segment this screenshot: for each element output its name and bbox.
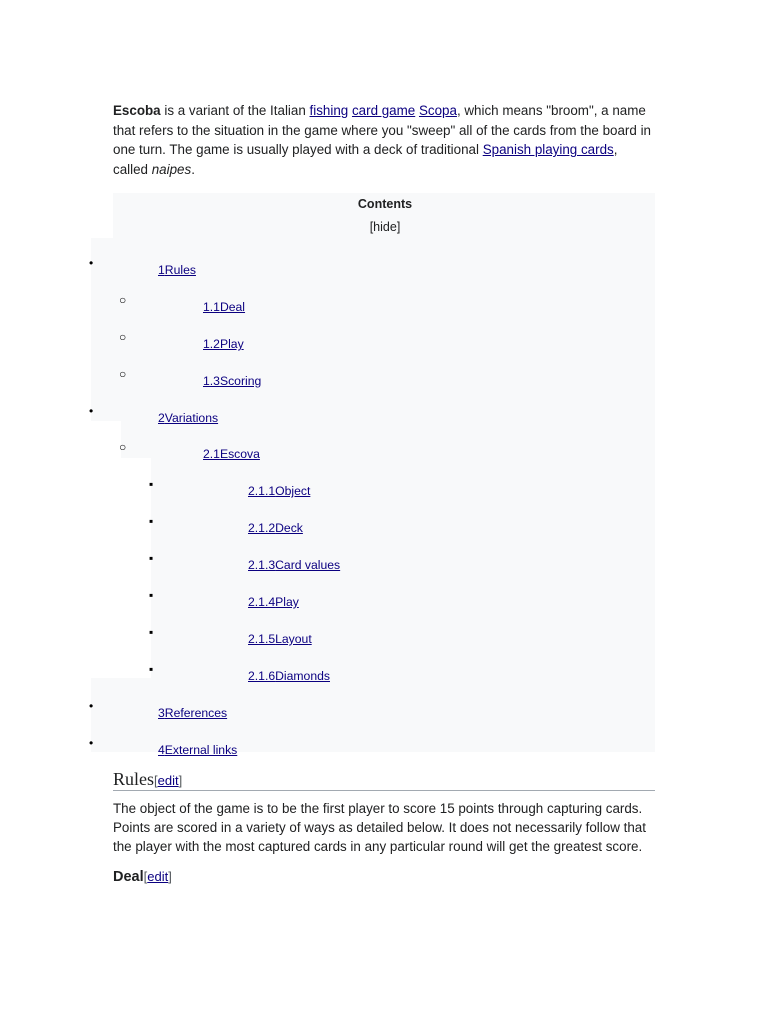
bullet-square: ▪: [149, 588, 154, 602]
edit-section: [144, 869, 172, 884]
bullet-disc: •: [89, 404, 94, 418]
toc-label: Deal: [219, 300, 246, 314]
toc-number: 1.2: [203, 337, 220, 351]
toc-item-rules: [0, 244, 660, 281]
toc-link[interactable]: [203, 447, 260, 461]
intro-text: , which means "broom", a name that refers to the situation in the game where you "sweep" all of the cards from the board in one turn. The game is usually played with a deck of traditional: [113, 103, 651, 158]
toc-label: Object: [275, 484, 311, 498]
toc-label: Escova: [219, 447, 260, 461]
toc-item-variations: [0, 392, 660, 429]
toc-number: 1: [158, 263, 165, 277]
bracket: [: [143, 869, 148, 884]
toc-label: Variations: [164, 411, 219, 425]
toc-item-play-2: [0, 576, 660, 613]
toc-toggle: [0, 220, 768, 234]
toc-link[interactable]: [158, 411, 218, 425]
bullet-square: ▪: [149, 477, 154, 491]
toc-link[interactable]: [203, 300, 245, 314]
bracket: ]: [168, 869, 172, 884]
toc-label: Play: [275, 595, 299, 609]
toc-link[interactable]: [248, 521, 303, 535]
bullet-disc: •: [89, 736, 94, 750]
toc-label: External links: [164, 743, 238, 757]
bracket: ]: [396, 220, 401, 234]
toc-item-diamonds: [0, 650, 660, 687]
toc-number: 1.1: [203, 300, 220, 314]
bullet-square: ▪: [149, 514, 154, 528]
edit-link[interactable]: edit: [157, 773, 179, 788]
toc-number: 2.1: [203, 447, 220, 461]
toc-item-escova: [0, 428, 660, 465]
toc-item-deal: [0, 281, 660, 318]
intro-text: .: [191, 161, 195, 177]
link-scopa[interactable]: Scopa: [418, 103, 457, 118]
bracket: [: [154, 773, 158, 788]
toc-link[interactable]: [248, 632, 312, 646]
bullet-square: ▪: [149, 662, 154, 676]
edit-section: [154, 773, 182, 788]
article-term: Escoba: [113, 103, 161, 118]
heading-text: Deal: [113, 869, 144, 885]
link-spanish-playing-cards[interactable]: Spanish playing cards: [482, 142, 614, 158]
bullet-square: ▪: [149, 625, 154, 639]
bullet-circle: ○: [119, 330, 127, 344]
toc-label: Diamonds: [275, 669, 330, 683]
edit-link[interactable]: edit: [147, 869, 169, 884]
toc-link[interactable]: [248, 669, 330, 683]
toc-link[interactable]: [248, 484, 310, 498]
toc-link[interactable]: [158, 743, 237, 757]
toc-item-play: [0, 318, 660, 355]
toc-link[interactable]: [248, 558, 340, 572]
toc-label: Layout: [275, 632, 312, 646]
toc-label: Scoring: [219, 374, 262, 388]
toc-link[interactable]: [203, 337, 244, 351]
link-fishing[interactable]: fishing: [309, 103, 349, 118]
toc-number: 3: [158, 706, 165, 720]
bracket: [: [369, 220, 374, 234]
toc-item-card-values: [0, 539, 660, 576]
toc-item-references: [0, 687, 660, 724]
toc-label: Card values: [275, 558, 341, 572]
toc-number: 2.1.5: [248, 632, 276, 646]
toc-item-deck: [0, 502, 660, 539]
toc-link[interactable]: [203, 374, 261, 388]
toc-label: Rules: [164, 263, 196, 277]
heading-text: Rules: [113, 769, 155, 789]
section-heading-rules: [113, 767, 655, 791]
toc-number: 4: [158, 743, 165, 757]
toc-number: 2.1.2: [248, 521, 276, 535]
intro-paragraph: [113, 101, 653, 179]
toc-link[interactable]: [248, 595, 299, 609]
bullet-circle: ○: [119, 440, 127, 454]
toc-label: References: [164, 706, 228, 720]
toc-item-external-links: [0, 724, 660, 761]
bullet-disc: •: [89, 699, 94, 713]
toc-link[interactable]: [158, 263, 196, 277]
toc-number: 1.3: [203, 374, 220, 388]
toc-number: 2.1.6: [248, 669, 276, 683]
toc-label: Deck: [275, 521, 303, 535]
bullet-square: ▪: [149, 551, 154, 565]
toc-label: Play: [219, 337, 244, 351]
bracket: ]: [178, 773, 183, 788]
toc-item-layout: [0, 613, 660, 650]
toc-link[interactable]: [158, 706, 227, 720]
toc-item-scoring: [0, 355, 660, 392]
toc-number: 2.1.1: [248, 484, 276, 498]
bullet-circle: ○: [119, 293, 127, 307]
intro-text: is a variant of the Italian: [160, 103, 310, 118]
toc-title: Contents: [357, 197, 413, 211]
rules-paragraph: The object of the game is to be the first player to score 15 points through capturing cards. Points are scored in a variety of ways as detailed below. It does not necessarily follow that the player with the most captured cards in any particular round will get the greatest score.: [113, 801, 646, 855]
toc-item-object: [0, 465, 660, 502]
link-card-game[interactable]: card game: [351, 103, 416, 118]
toc-hide-button[interactable]: hide: [373, 220, 397, 234]
bullet-disc: •: [89, 256, 94, 270]
toc-number: 2.1.3: [248, 558, 276, 572]
bullet-circle: ○: [119, 367, 127, 381]
intro-text: , called: [113, 142, 618, 177]
section-heading-deal: [113, 866, 172, 888]
toc-number: 2: [158, 411, 165, 425]
toc-number: 2.1.4: [248, 595, 276, 609]
naipes-term: naipes: [151, 161, 192, 177]
